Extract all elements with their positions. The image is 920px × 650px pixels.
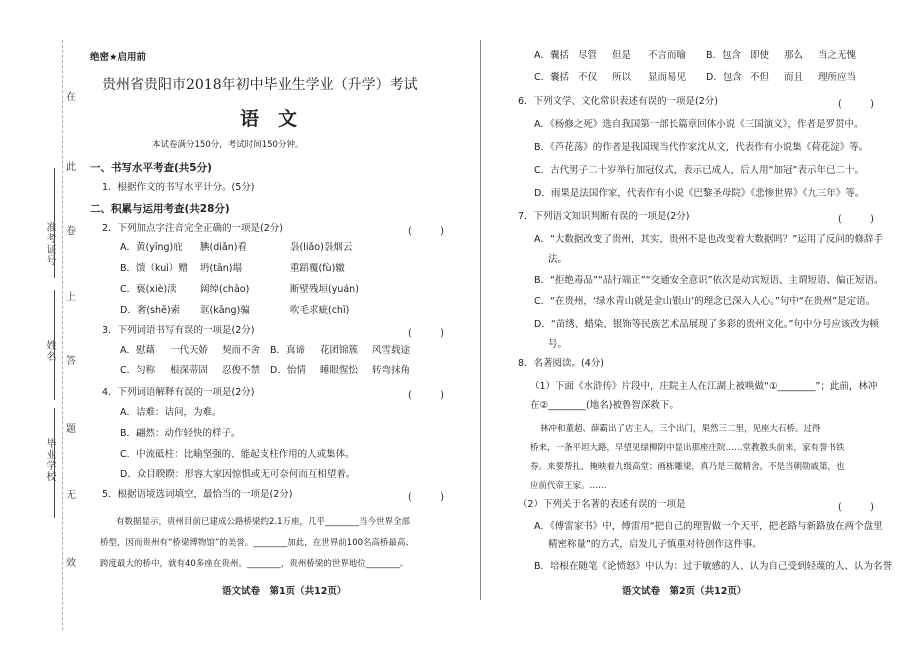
option-text: 阔绰(chāo) — [200, 284, 250, 295]
passage-line: 券。来要帮扎，掩映着九级高堂；画栋雕梁，真乃是三微精舍。不是当朝勋戚第，也 — [530, 462, 845, 472]
option-text: 不言而喻 — [648, 50, 687, 61]
option-text: 忍俊不禁 — [222, 365, 261, 376]
option-text: D．怡情 — [270, 365, 306, 376]
binding-word: 题 — [66, 424, 76, 435]
passage-line: 应前代帝王家。…… — [530, 481, 607, 491]
name-label: 姓名 — [44, 340, 55, 362]
answer-paren: ( ) — [838, 99, 874, 110]
exam-number-blank — [54, 168, 56, 278]
name-blank — [54, 290, 56, 400]
binding-word: 效 — [66, 558, 76, 569]
option-text: 尽管 — [578, 50, 598, 61]
option-text: D．包含 — [706, 72, 742, 83]
option-text: 根深蒂固 — [170, 365, 209, 376]
subject-title: 语 文 — [240, 108, 298, 130]
passage-line: 桥型，因而贵州有“桥梁博物馆”的美誉。________加此，在世界前100名高桥最高、 — [100, 538, 415, 548]
option-text: 诓(kāng)骗 — [200, 305, 250, 316]
option-text: C．囊括 — [534, 72, 570, 83]
option-text: 风雪载途 — [372, 345, 411, 356]
binding-word: 答 — [66, 356, 76, 367]
question-8-2: （2）下列关于名著的表述有误的一项是 — [518, 499, 686, 510]
option-text: 断壁残垣(yuán) — [290, 284, 359, 295]
school-blank — [54, 408, 56, 518]
question-5: 5．根据语境选词填空，最恰当的一项是(2分) — [102, 489, 293, 500]
option-text: 腆(diǎn)看 — [200, 242, 247, 253]
answer-paren: ( ) — [838, 214, 874, 225]
option-text: A．诘难：诘问，为难。 — [120, 407, 222, 418]
exam-title: 贵州省贵阳市2018年初中毕业生学业（升学）考试 — [102, 77, 418, 93]
option-text: C．匀称 — [120, 365, 156, 376]
option-text: 号。 — [548, 339, 568, 350]
question-7: 7．下列语文知识判断有误的一项是(2分) — [518, 211, 690, 222]
option-text: 那么 — [784, 50, 804, 61]
question-6: 6．下列文学、文化常识表述有误的一项是(2分) — [518, 96, 719, 107]
question-1: 1．根据作文的书写水平计分。(5分) — [102, 182, 255, 193]
question-3: 3．下列词语书写有误的一项是(2分) — [102, 325, 255, 336]
option-text: 而且 — [784, 72, 804, 83]
option-text: 但是 — [612, 50, 632, 61]
option-text: A．《傅雷家书》中，傅雷用“把自己的理智做一个天平，把老路与新路放在两个盘里 — [534, 521, 883, 532]
option-text: 花团锦簇 — [320, 345, 359, 356]
question-8-1: 在②________(地名)被鲁智深救下。 — [530, 400, 679, 411]
section-heading: 二、积累与运用考查(共28分) — [90, 203, 230, 215]
option-text: 契而不舍 — [222, 345, 261, 356]
option-text: 法。 — [548, 254, 568, 265]
answer-paren: ( ) — [408, 492, 444, 503]
option-text: A．囊括 — [534, 50, 569, 61]
question-2: 2．下列加点字注音完全正确的一项是(2分) — [102, 223, 284, 234]
option-text: 吹毛求疵(chī) — [290, 305, 350, 316]
option-text: 睡眼惺忪 — [320, 365, 359, 376]
answer-paren: ( ) — [408, 390, 444, 401]
exam-number-label: 准考证号 — [44, 222, 55, 266]
answer-paren: ( ) — [408, 328, 444, 339]
option-text: C．亵(xiè)渎 — [120, 284, 177, 295]
school-label: 毕业学校 — [44, 438, 55, 482]
option-text: C．中流砥柱：比喻坚强的、能起支柱作用的人或集体。 — [120, 449, 355, 460]
answer-paren: ( ) — [408, 226, 444, 237]
option-text: A．慰藉 — [120, 345, 155, 356]
option-text: 当之无愧 — [818, 50, 857, 61]
option-text: C．“在贵州，‘绿水青山就是金山银山’的理念已深入人心。”句中“在贵州”是定语。 — [534, 296, 876, 307]
passage-line: 有数据显示，贵州目前已建成公路桥梁约2.1万座，几乎________当今世界全部 — [116, 517, 411, 527]
option-text: D．雨果是法国作家，代表作有小说《巴黎圣母院》《悲惨世界》《九三年》等。 — [534, 188, 865, 199]
option-text: D．“苗绣、蜡染、银饰等民族艺术品展现了多彩的贵州文化。”句中分号应该改为顿 — [534, 319, 879, 330]
binding-word: 此 — [66, 162, 76, 173]
option-text: B．真谛 — [270, 345, 306, 356]
option-text: B．翩然：动作轻快的样子。 — [120, 428, 241, 439]
option-text: A．《杨修之死》选自我国第一部长篇章回体小说《三国演义》，作者是罗贯中。 — [534, 119, 864, 130]
option-text: C．古代男子二十岁举行加冠仪式，表示已成人，后人用“加冠”表示年已二十。 — [534, 165, 864, 176]
binding-word: 卷 — [66, 226, 76, 237]
option-text: 坍(tān)塌 — [200, 263, 242, 274]
option-text: D．众目睽睽：形容大家因惊惧或无可奈何而互相望着。 — [120, 469, 356, 480]
option-text: A．“大数据改变了贵州，其实，贵州不是也改变着大数据吗？”运用了反问的修辞手 — [534, 234, 883, 245]
question-8: 8．名著阅读。(4分) — [518, 358, 605, 369]
option-text: 转弯抹角 — [372, 365, 411, 376]
page-footer: 语文试卷 第1页（共12页） — [222, 586, 347, 597]
option-text: 即使 — [750, 50, 770, 61]
option-text: 袅(liǎo)袅烟云 — [290, 242, 353, 253]
answer-paren: ( ) — [838, 502, 874, 513]
option-text: 所以 — [612, 72, 632, 83]
option-text: 一代天娇 — [170, 345, 209, 356]
option-text: 不但 — [750, 72, 770, 83]
binding-word: 在 — [66, 92, 76, 103]
passage-line: 桥来，一条平坦大路，早望见绿柳阴中显出那座庄院……堂教教头前来，家有誉书铁 — [530, 443, 845, 453]
passage-line: 林冲和董超、薛霸出了店主人，三个出门，果然三二里，见座大石桥。过得 — [540, 424, 821, 434]
option-text: 精密称量”的方式，启发儿子慎重对待创作这件事。 — [548, 539, 762, 550]
question-8-1: （1）下面《水浒传》片段中，庄院主人在江湖上被唤做“①________”；此前，林冲 — [530, 381, 878, 392]
option-text: 不仅 — [578, 72, 598, 83]
exam-meta: 本试卷满分150分，考试时间150分钟。 — [152, 140, 304, 150]
option-text: D．奢(shē)索 — [120, 305, 181, 316]
section-heading: 一、书写水平考查(共5分) — [90, 162, 212, 174]
page-divider — [480, 40, 481, 600]
option-text: B．“拒绝毒品”“品行端正”“交通安全意识”依次是动宾短语、主谓短语、偏正短语。 — [534, 275, 884, 286]
option-text: 理所应当 — [818, 72, 857, 83]
option-text: B．培根在随笔《论愤怒》中认为：过于敏感的人、认为自己受到轻蔑的人、认为名誉 — [534, 561, 893, 572]
option-text: B．包含 — [706, 50, 742, 61]
binding-dashed-line — [62, 40, 63, 630]
option-text: B．馈（kuì）赠 — [120, 263, 188, 274]
option-text: 显而易见 — [648, 72, 687, 83]
page-footer: 语文试卷 第2页（共12页） — [622, 586, 747, 597]
question-4: 4．下列词语解释有误的一项是(2分) — [102, 387, 255, 398]
binding-word: 上 — [66, 292, 76, 303]
option-text: B．《芦花荡》的作者是我国现当代作家沈从文，代表作有小说集《荷花淀》等。 — [534, 142, 869, 153]
binding-word: 无 — [66, 490, 76, 501]
passage-line: 跨度最大的桥中，就有40多座在贵州。________，贵州桥梁的世界地位________。 — [100, 559, 409, 569]
option-text: 重蹈覆(fù)辙 — [290, 263, 345, 274]
secret-label: 绝密★启用前 — [90, 52, 147, 63]
option-text: A．黄(yīng)庇 — [120, 242, 183, 253]
